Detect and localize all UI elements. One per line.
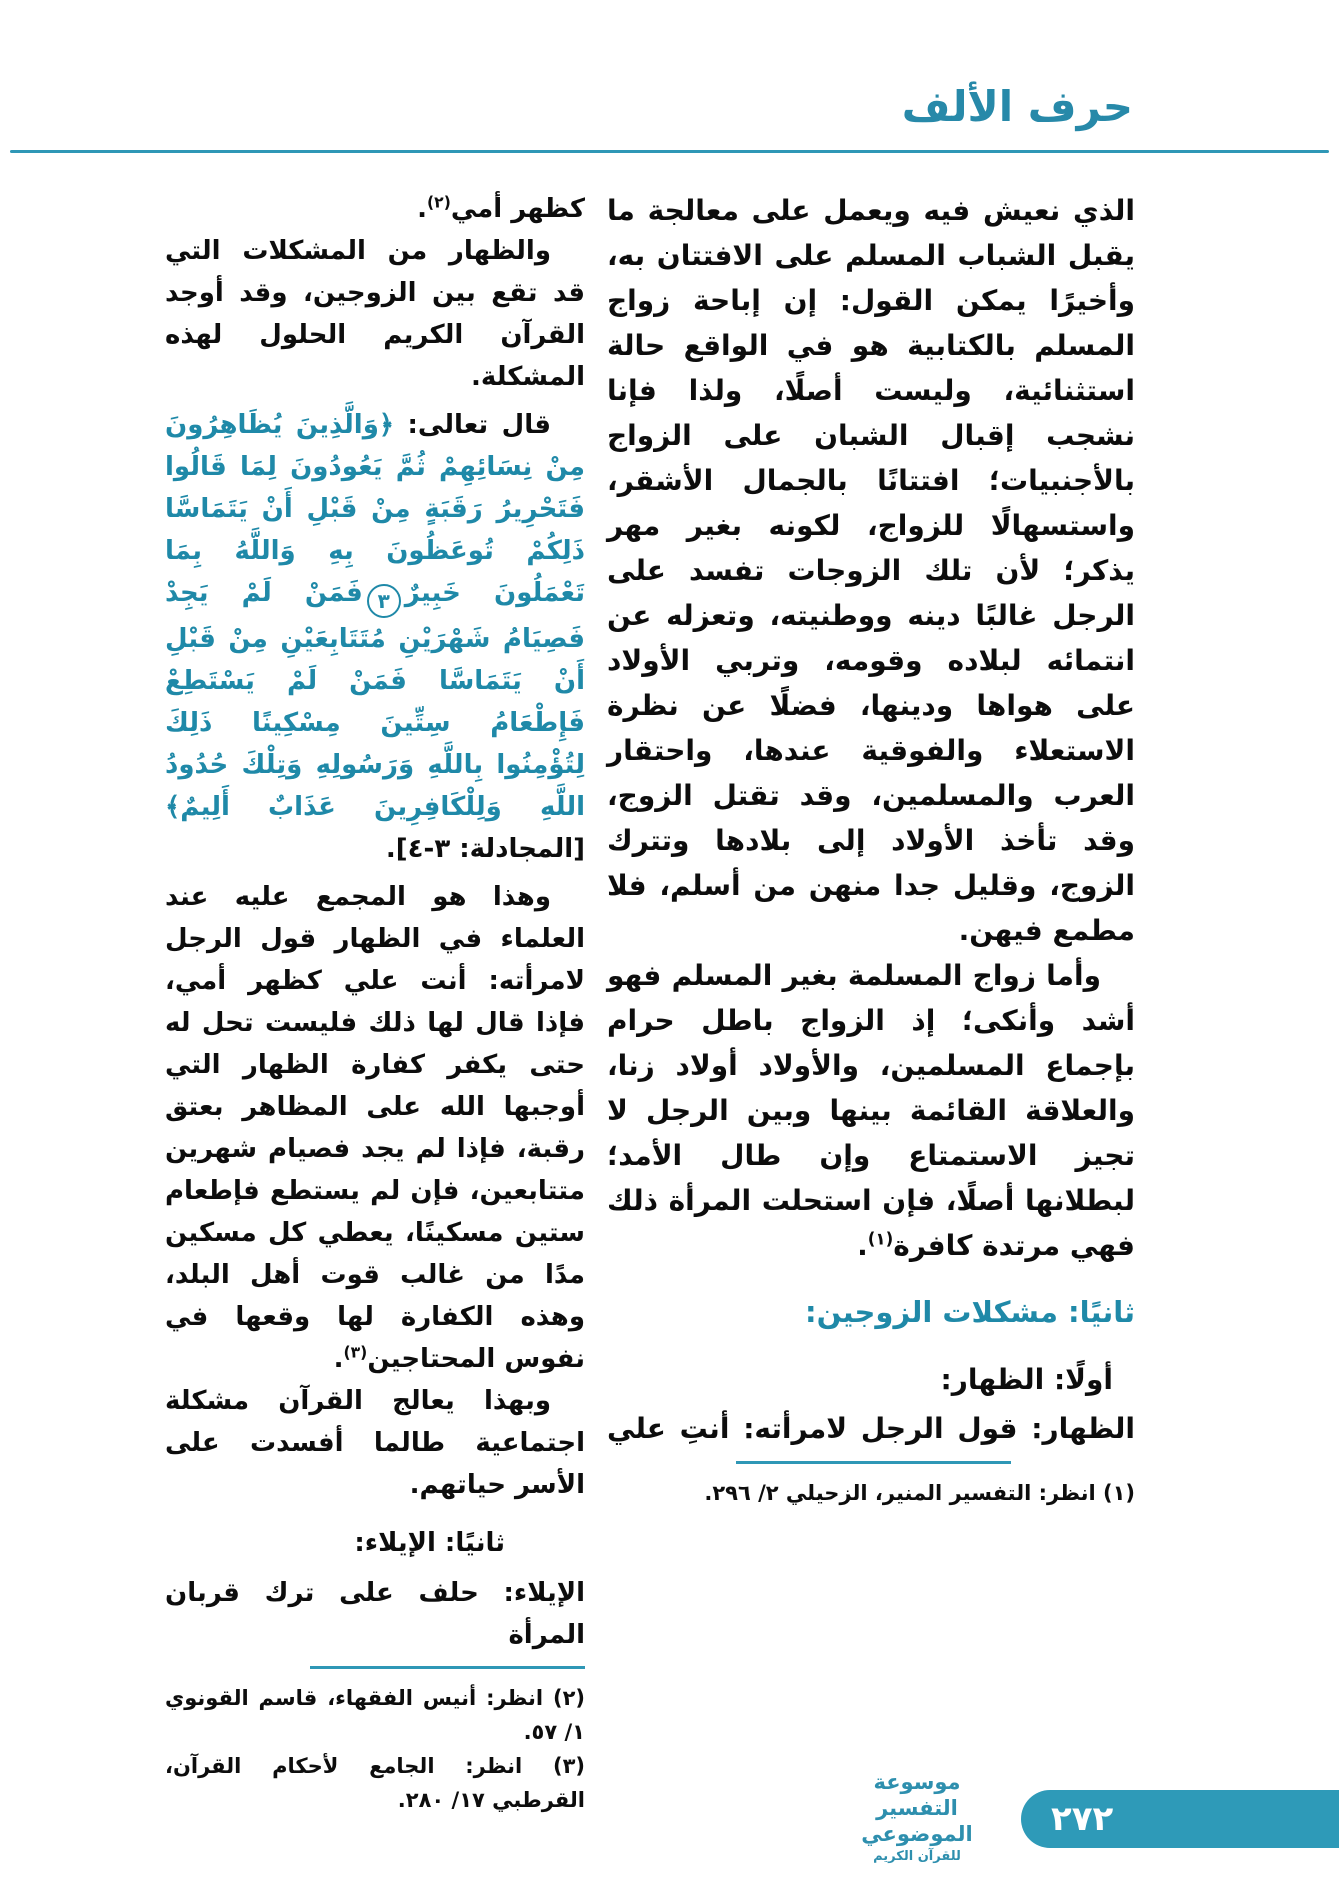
page-header-title: حرف الألف bbox=[901, 82, 1133, 131]
footnote-separator-right bbox=[736, 1461, 1011, 1464]
footnote-2: (٢) انظر: أنيس الفقهاء، قاسم القونوي ١/ ٥٧. bbox=[165, 1686, 585, 1744]
ila-lead-word: الإيلاء: bbox=[503, 1578, 585, 1608]
footnote-ref-1: (١) bbox=[867, 1228, 894, 1249]
ila-definition-text: حلف على ترك قربان المرأة bbox=[165, 1578, 585, 1650]
paragraph-zihar-intro: والظهار من المشكلات التي قد تقع بين الزوجين، وقد أوجد القرآن الكريم الحلول لهذه المشكلة. bbox=[165, 236, 585, 392]
footnote-separator-left bbox=[310, 1666, 585, 1669]
continuation-text: كظهر أمي bbox=[450, 194, 585, 224]
quran-verse-4: فَمَنْ لَمْ يَجِدْ فَصِيَامُ شَهْرَيْنِ مُتَتَابِعَيْنِ مِنْ قَبْلِ أَنْ يَتَمَاسَّا فَمَنْ لَمْ يَسْتَطِعْ فَإِطْعَامُ سِتِّينَ مِسْكِينًا ذَلِكَ لِتُؤْمِنُوا بِاللَّهِ وَرَسُولِهِ وَتِلْكَ حُدُودُ اللَّهِ وَلِلْكَافِرِينَ عَذَابٌ أَلِيمٌ bbox=[165, 578, 585, 822]
sentence-period: . bbox=[333, 1344, 344, 1374]
footnotes-right bbox=[607, 1451, 1135, 1510]
page-number-band bbox=[1021, 1790, 1339, 1848]
footnote-ref-3: (٣) bbox=[343, 1343, 368, 1362]
paragraph-text: وأما زواج المسلمة بغير المسلم فهو أشد وأنكى؛ إذ الزواج باطل حرام بإجماع المسلمين، والأولاد أولاد زنا، والعلاقة القائمة بينها وبين الرجل لا تجيز الاستمتاع وإن طال الأمد؛ لبطلانها أصلًا، فإن استحلت المرأة ذلك فهي مرتدة كافرة bbox=[607, 959, 1135, 1262]
sentence-period: . bbox=[417, 194, 428, 224]
zihar-lead-word: الظهار: bbox=[1031, 1412, 1135, 1445]
column-left bbox=[165, 188, 585, 1812]
logo-subtitle-line: للقرآن الكريم bbox=[873, 1849, 961, 1864]
paragraph-text: وهذا هو المجمع عليه عند العلماء في الظهار قول الرجل لامرأته: أنت علي كظهر أمي، فإذا قال لها ذلك فليست تحل له حتى يكفر كفارة الظهار التي أوجبها الله على المظاهر بعتق رقبة، فإذا لم يجد فصيام شهرين متتابعين، فإن لم يستطع فإطعام ستين مسكينًا، يعطي كل مسكين مدًا من غالب قوت أهل البلد، وهذه الكفارة لها وقعها في نفوس المحتاجين bbox=[165, 882, 585, 1374]
footnote-3: (٣) انظر: الجامع لأحكام القرآن، القرطبي ١٧/ ٢٨٠. bbox=[165, 1754, 585, 1812]
header-rule bbox=[10, 150, 1329, 153]
paragraph-continuation-right: الذي نعيش فيه ويعمل على معالجة ما يقبل الشباب المسلم على الافتتان به، وأخيرًا يمكن القول: إن إباحة زواج المسلم بالكتابية هو في الواقع حالة استثنائية، وليست أصلًا، ولذا فإنا نشجب إقبال الشبان على الزواج بالأجنبيات؛ افتتانًا بالجمال الأشقر، واستسهالًا للزواج، لكونه بغير مهر يذكر؛ لأن تلك الزوجات تفسد على الرجل غالبًا دينه ووطنيته، وتعزله عن انتمائه لبلاده وقومه، وتربي الأولاد على هواها ودينها، فضلًا عن نظرة الاستعلاء والفوقية عندها، واحتقار العرب والمسلمين، وقد تقتل الزوج، وقد تأخذ الأولاد إلى بلادها وتترك الزوج، وقليل جدا منهن من أسلم، فلا مطمع فيهن. bbox=[607, 194, 1135, 947]
paragraph-conclusion: وبهذا يعالج القرآن مشكلة اجتماعية طالما أفسدت على الأسر حياتهم. bbox=[165, 1386, 585, 1500]
verse-reference: [المجادلة: ٣-٤]. bbox=[385, 834, 585, 864]
paragraph-ila-definition bbox=[165, 1572, 585, 1656]
page-number: ٢٧٢ bbox=[1051, 1799, 1114, 1839]
sub-heading-zihar: أولًا: الظهار: bbox=[940, 1363, 1113, 1396]
paragraph-zihar-definition bbox=[607, 1406, 1135, 1451]
footnotes-left bbox=[165, 1656, 585, 1817]
quran-close-bracket: ﴾ bbox=[165, 792, 181, 822]
footnote-ref-2: (٢) bbox=[427, 193, 451, 212]
quran-open-bracket: ﴿ bbox=[378, 410, 395, 440]
column-right bbox=[607, 188, 1135, 1505]
ayah-number-marker: ٣ bbox=[367, 584, 401, 618]
qala-taala-text: قال تعالى: bbox=[394, 410, 551, 440]
paragraph-zihar-ruling bbox=[165, 876, 585, 1380]
logo-title-line: موسوعة التفسير الموضوعي bbox=[861, 1770, 973, 1846]
paragraph-mixed-marriage bbox=[607, 953, 1135, 1268]
zihar-definition-text: قول الرجل لامرأته: أنتِ علي bbox=[607, 1412, 1032, 1445]
section-heading-spouse-problems: ثانيًا: مشكلات الزوجين: bbox=[804, 1295, 1135, 1329]
paragraph-continuation-left bbox=[165, 188, 585, 230]
quran-verse-block bbox=[165, 404, 585, 870]
quran-verse-3: وَالَّذِينَ يُظَاهِرُونَ مِنْ نِسَائِهِمْ ثُمَّ يَعُودُونَ لِمَا قَالُوا فَتَحْرِيرُ رَقَبَةٍ مِنْ قَبْلِ أَنْ يَتَمَاسَّا ذَلِكُمْ تُوعَظُونَ بِهِ وَاللَّهُ بِمَا تَعْمَلُونَ خَبِيرٌ bbox=[165, 410, 585, 608]
publisher-logo bbox=[837, 1769, 997, 1864]
sentence-period: . bbox=[857, 1229, 868, 1262]
sub-heading-ila: ثانيًا: الإيلاء: bbox=[354, 1528, 505, 1558]
footnote-1: (١) انظر: التفسير المنير، الزحيلي ٢/ ٢٩٦. bbox=[704, 1481, 1135, 1505]
